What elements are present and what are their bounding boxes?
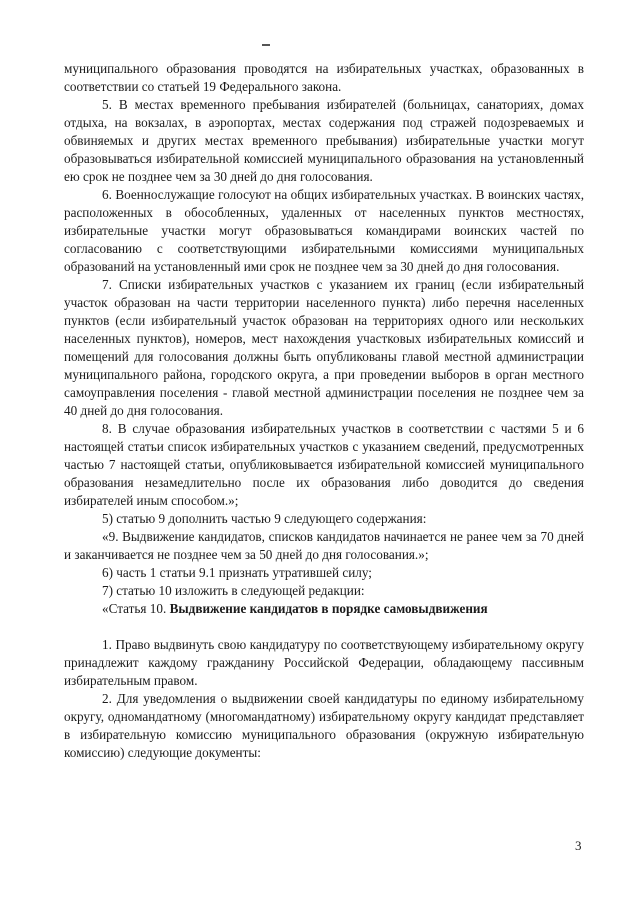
scan-mark (262, 44, 270, 46)
article-10-paragraph-2: 2. Для уведомления о выдвижении своей кандидатуры по единому избирательному округу, одномандатному (многомандатному) избирательному округу кандидат представляет в избирательную комиссию муниципального образования (окружную избирательную комиссию) следующие документы: (64, 691, 584, 760)
article-10-paragraph-1: 1. Право выдвинуть свою кандидатуру по соответствующему избирательному округу принадлежит каждому гражданину Российской Федерации, обладающему пассивным избирательным правом. (64, 637, 584, 688)
paragraph-continuation: муниципального образования проводятся на избирательных участках, образованных в соответствии со статьей 19 Федерального закона. (64, 61, 584, 94)
spacer (64, 618, 584, 636)
document-page (64, 60, 584, 762)
amendment-quote-9: «9. Выдвижение кандидатов, списков кандидатов начинается не ранее чем за 70 дней и заканчивается не позднее чем за 50 дней до дня голосования.»; (64, 529, 584, 562)
page-number: 3 (575, 838, 582, 853)
amendment-item-7: 7) статью 10 изложить в следующей редакции: (102, 583, 365, 598)
paragraph-7: 7. Списки избирательных участков с указанием их границ (если избирательный участок образован на части территории населенного пункта) либо перечня населенных пунктов (если избирательный участок образован на территориях одного или нескольких населенных пунктов), номеров, мест нахождения участковых избирательных комиссий и помещений для голосования должны быть опубликованы главой местной администрации муниципального района, городского округа, а при проведении выборов в орган местного самоуправления поселения - главой местной администрации поселения не позднее чем за 40 дней до дня голосования. (64, 277, 584, 418)
amendment-item-6: 6) часть 1 статьи 9.1 признать утратившей силу; (102, 565, 372, 580)
article-10-title: Выдвижение кандидатов в порядке самовыдвижения (169, 601, 488, 616)
paragraph-6: 6. Военнослужащие голосуют на общих избирательных участках. В воинских частях, расположенных в обособленных, удаленных от населенных пунктов местностях, избирательные участки могут образовываться командирами воинских частей по согласованию с соответствующими избирательными комиссиями муниципальных образований на установленный ими срок не позднее чем за 30 дней до дня голосования. (64, 187, 584, 274)
paragraph-8: 8. В случае образования избирательных участков в соответствии с частями 5 и 6 настоящей статьи список избирательных участков с указанием сведений, предусмотренных частью 7 настоящей статьи, опубликовывается избирательной комиссией муниципального образования незамедлительно после их образования либо доводится до сведения избирателей иным способом.»; (64, 421, 584, 508)
article-10-prefix: «Статья 10. (102, 601, 170, 616)
amendment-item-5: 5) статью 9 дополнить частью 9 следующего содержания: (102, 511, 427, 526)
paragraph-5: 5. В местах временного пребывания избирателей (больницах, санаториях, домах отдыха, на вокзалах, в аэропортах, местах содержания под стражей подозреваемых и обвиняемых и других местах временного пребывания) избирательные участки могут образовываться избирательной комиссией муниципального образования на установленный ею срок не позднее чем за 30 дней до дня голосования. (64, 97, 584, 184)
article-10-heading (64, 600, 584, 618)
